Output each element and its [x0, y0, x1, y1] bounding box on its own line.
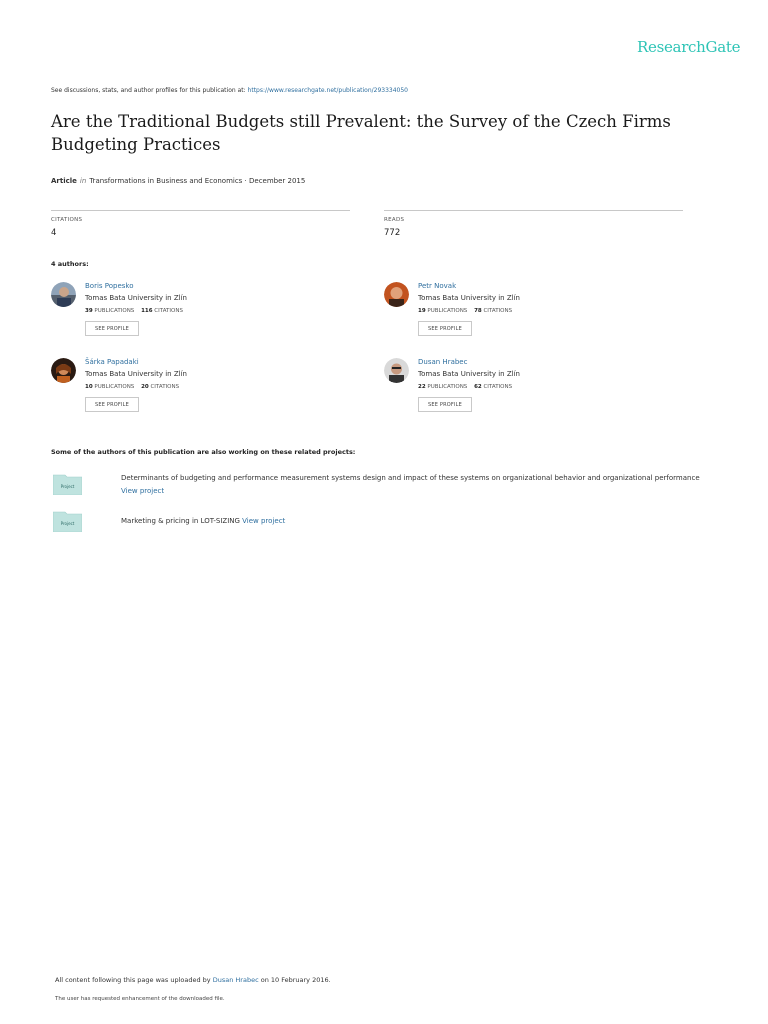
author-card [384, 282, 704, 346]
researchgate-logo[interactable]: ResearchGate [637, 38, 741, 56]
see-discussions-text: See discussions, stats, and author profiles for this publication at: [51, 87, 248, 94]
citations-label: CITATIONS [483, 308, 513, 314]
project-title: Marketing & pricing in LOT-SIZING [121, 517, 240, 525]
publications-label: PUBLICATIONS [427, 384, 468, 390]
projects-heading: Some of the authors of this publication are also working on these related projects: [51, 448, 356, 456]
author-stats [418, 384, 512, 390]
reads-count: 772 [384, 228, 401, 238]
author-name-link[interactable]: Dusan Hrabec [418, 358, 468, 366]
publication-venue: Transformations in Business and Economics · December 2015 [89, 177, 306, 185]
avatar[interactable] [51, 282, 76, 307]
author-card [384, 358, 704, 422]
author-stats [85, 308, 183, 314]
see-discussions-line [51, 87, 408, 94]
citations-label: CITATIONS [150, 384, 180, 390]
title-line-2: Budgeting Practices [51, 135, 221, 154]
publications-count: 22 [418, 384, 426, 390]
project-line [121, 517, 285, 525]
avatar[interactable] [51, 358, 76, 383]
author-name-link[interactable]: Šárka Papadaki [85, 358, 139, 366]
author-institution: Tomas Bata University in Zlín [418, 370, 520, 378]
publications-count: 10 [85, 384, 93, 390]
avatar[interactable] [384, 282, 409, 307]
reads-divider [384, 210, 683, 211]
see-profile-button[interactable]: SEE PROFILE [418, 397, 472, 412]
authors-heading: 4 authors: [51, 260, 89, 268]
author-name-link[interactable]: Boris Popesko [85, 282, 134, 290]
citations-label: CITATIONS [154, 308, 183, 314]
publications-label: PUBLICATIONS [94, 308, 135, 314]
enhancement-note: The user has requested enhancement of the downloaded file. [55, 996, 225, 1002]
citations-count: 20 [141, 384, 149, 390]
author-stats [85, 384, 179, 390]
citations-count: 4 [51, 228, 57, 238]
publications-label: PUBLICATIONS [427, 308, 468, 314]
upload-notice [55, 976, 331, 984]
see-profile-button[interactable]: SEE PROFILE [85, 321, 139, 336]
in-word: in [79, 177, 87, 185]
publications-label: PUBLICATIONS [94, 384, 135, 390]
author-name-link[interactable]: Petr Novak [418, 282, 457, 290]
project-icon-label: Project [60, 484, 75, 489]
citations-count: 78 [474, 308, 482, 314]
view-project-link[interactable]: View project [242, 517, 286, 525]
publications-count: 39 [85, 308, 93, 314]
publication-meta [51, 177, 305, 185]
upload-prefix: All content following this page was uploaded by [55, 976, 213, 984]
citations-count: 62 [474, 384, 482, 390]
project-folder-icon[interactable] [53, 511, 82, 532]
avatar[interactable] [384, 358, 409, 383]
see-profile-button[interactable]: SEE PROFILE [418, 321, 472, 336]
publication-url-link[interactable]: https://www.researchgate.net/publication/293334050 [247, 87, 408, 94]
citations-label: CITATIONS [483, 384, 513, 390]
citations-count: 116 [141, 308, 153, 314]
uploader-link[interactable]: Dusan Hrabec [212, 976, 259, 984]
author-institution: Tomas Bata University in Zlín [85, 370, 187, 378]
reads-label: READS [384, 217, 405, 223]
see-profile-button[interactable]: SEE PROFILE [85, 397, 139, 412]
author-card [51, 282, 371, 346]
project-icon-label: Project [60, 521, 75, 526]
view-project-link[interactable]: View project [121, 487, 165, 495]
author-institution: Tomas Bata University in Zlín [85, 294, 187, 302]
publications-count: 19 [418, 308, 426, 314]
title-line-1: Are the Traditional Budgets still Prevalent: the Survey of the Czech Firms [51, 112, 671, 131]
citations-divider [51, 210, 350, 211]
upload-suffix: on 10 February 2016. [258, 976, 331, 984]
author-institution: Tomas Bata University in Zlín [418, 294, 520, 302]
project-folder-icon[interactable] [53, 474, 82, 495]
citations-label: CITATIONS [51, 217, 83, 223]
author-card [51, 358, 371, 422]
author-stats [418, 308, 512, 314]
publication-type: Article [51, 177, 77, 185]
project-title: Determinants of budgeting and performance measurement systems design and impact of these systems on organizational behavior and organizational performance [121, 474, 700, 482]
publication-title [51, 110, 701, 156]
